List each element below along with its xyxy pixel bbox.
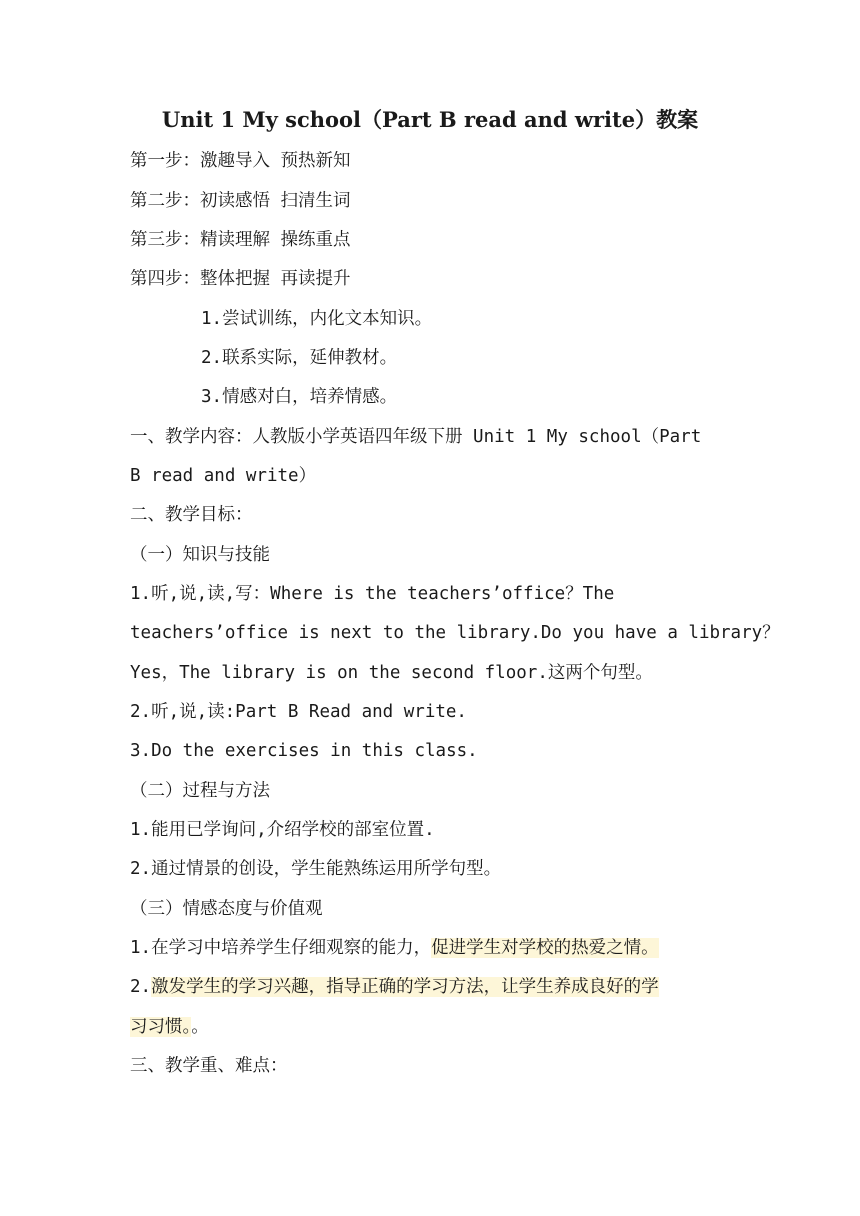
step-4: 第四步：整体把握 再读提升 <box>130 269 351 289</box>
knowledge-item-1-line-3: Yes，The library is on the second floor.这两个句型。 <box>130 663 653 683</box>
sub-step-3: 3.情感对白，培养情感。 <box>201 387 398 407</box>
emotion-item-1 <box>130 935 730 961</box>
emotion-item-1-text: 1.在学习中培养学生仔细观察的能力， <box>130 938 432 958</box>
difficulty-heading: 三、教学重、难点： <box>130 1056 288 1076</box>
sub-step-1: 1.尝试训练，内化文本知识。 <box>201 309 433 329</box>
emotion-item-1-highlight: 促进学生对学校的热爱之情。 <box>431 938 659 958</box>
emotion-item-2-tail: 。 <box>191 1017 209 1037</box>
content-line-2: B read and write） <box>130 466 317 486</box>
emotion-item-2-highlight-end: 习习惯。 <box>130 1017 192 1037</box>
document-title: Unit 1 My school（Part B read and write）教案 <box>161 107 699 132</box>
process-item-2: 2.通过情景的创设，学生能熟练运用所学句型。 <box>130 859 502 879</box>
step-3: 第三步：精读理解 操练重点 <box>130 230 351 250</box>
emotion-item-2-line-1 <box>130 974 730 1000</box>
emotion-item-2-number: 2. <box>130 977 152 997</box>
step-1: 第一步：激趣导入 预热新知 <box>130 151 351 171</box>
goals-heading: 二、教学目标： <box>130 505 253 525</box>
emotion-item-2-line-2 <box>130 1014 730 1040</box>
emotion-item-2-highlight: 激发学生的学习兴趣，指导正确的学习方法，让学生养成良好的学 <box>151 977 659 997</box>
sub-step-2: 2.联系实际，延伸教材。 <box>201 348 398 368</box>
knowledge-heading: （一）知识与技能 <box>130 545 270 565</box>
knowledge-item-3: 3.Do the exercises in this class. <box>130 741 478 761</box>
step-2: 第二步：初读感悟 扫清生词 <box>130 191 351 211</box>
knowledge-item-1-line-2: teachers’office is next to the library.Do you have a library？ <box>130 623 780 643</box>
content-line-1: 一、教学内容：人教版小学英语四年级下册 Unit 1 My school（Part <box>130 427 702 447</box>
knowledge-item-2: 2.听,说,读:Part B Read and write. <box>130 702 467 722</box>
knowledge-item-1-line-1: 1.听,说,读,写：Where is the teachers’office？The <box>130 584 615 604</box>
process-item-1: 1.能用已学询问,介绍学校的部室位置. <box>130 820 435 840</box>
emotion-heading: （三）情感态度与价值观 <box>130 899 323 919</box>
process-heading: （二）过程与方法 <box>130 781 270 801</box>
